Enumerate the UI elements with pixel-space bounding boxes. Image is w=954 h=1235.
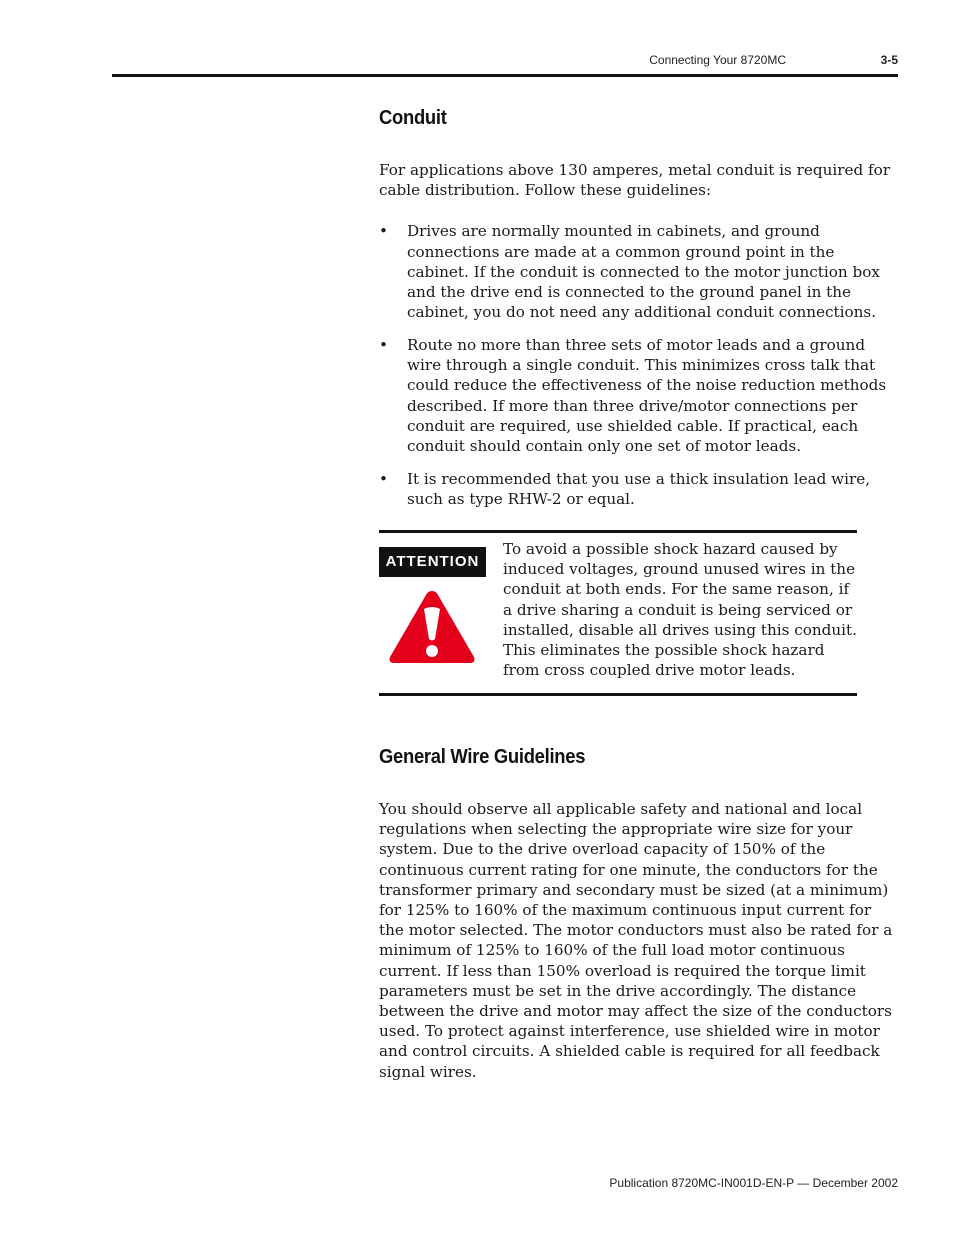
list-item-text: It is recommended that you use a thick insulation lead wire, such as type RHW-2 or equal. [407,469,871,508]
attention-bottom-rule [379,693,857,696]
conduit-guidelines-list [379,221,895,509]
page-number: 3-5 [880,53,898,67]
conduit-intro: For applications above 130 amperes, metal conduit is required for cable distribution. Follow these guidelines: [379,161,891,200]
running-header-title: Connecting Your 8720MC [649,53,786,67]
list-item [379,335,895,456]
list-item [379,221,895,322]
wire-guidelines-section [379,746,895,769]
conduit-section [379,107,895,130]
list-item-text: Route no more than three sets of motor leads and a ground wire through a single conduit. This minimizes cross talk that could reduce the effectiveness of the noise reduction methods described. If more than three drive/motor connections per conduit are required, use shielded cable. If practical, each conduit should contain only one set of motor leads. [407,335,887,455]
list-item [379,469,895,509]
list-item-text: Drives are normally mounted in cabinets, and ground connections are made at a common ground point in the cabinet. If the conduit is connected to the motor junction box and the drive end is connected to the ground panel in the cabinet, you do not need any additional conduit connections. [407,222,880,322]
conduit-heading: Conduit [379,107,447,129]
wire-guidelines-body [379,799,895,1082]
wire-guidelines-paragraph: You should observe all applicable safety and national and local regulations when selecting the appropriate wire size for your system. Due to the drive overload capacity of 150% of the continuous current rating for one minute, the conductors for the transformer primary and secondary must be sized (at a minimum) for 125% to 160% of the maximum continuous input current for the motor selected. The motor conductors must also be rated for a minimum of 125% to 160% of the full load motor continuous current. If less than 150% overload is required the torque limit parameters must be set in the drive accordingly. The distance between the drive and motor may affect the size of the conductors used. To protect against interference, use shielded wire in motor and control circuits. A shielded cable is required for all feedback signal wires. [379,800,893,1081]
attention-box [379,530,857,696]
attention-label: ATTENTION [379,547,486,577]
bullet-icon: • [379,222,388,241]
header-rule [112,74,898,77]
publication-footer: Publication 8720MC-IN001D-EN-P — December 2002 [609,1176,898,1190]
attention-text: To avoid a possible shock hazard caused by induced voltages, ground unused wires in the conduit at both ends. For the same reason, if a drive sharing a conduit is being serviced or installed, disable all drives using this conduit. This eliminates the possible shock hazard from cross coupled drive motor leads. [503,540,857,680]
conduit-body [379,160,895,522]
bullet-icon: • [379,335,388,354]
wire-guidelines-heading: General Wire Guidelines [379,746,586,768]
attention-top-rule [379,530,857,533]
warning-exclamation-icon [386,587,478,667]
bullet-icon: • [379,469,388,488]
